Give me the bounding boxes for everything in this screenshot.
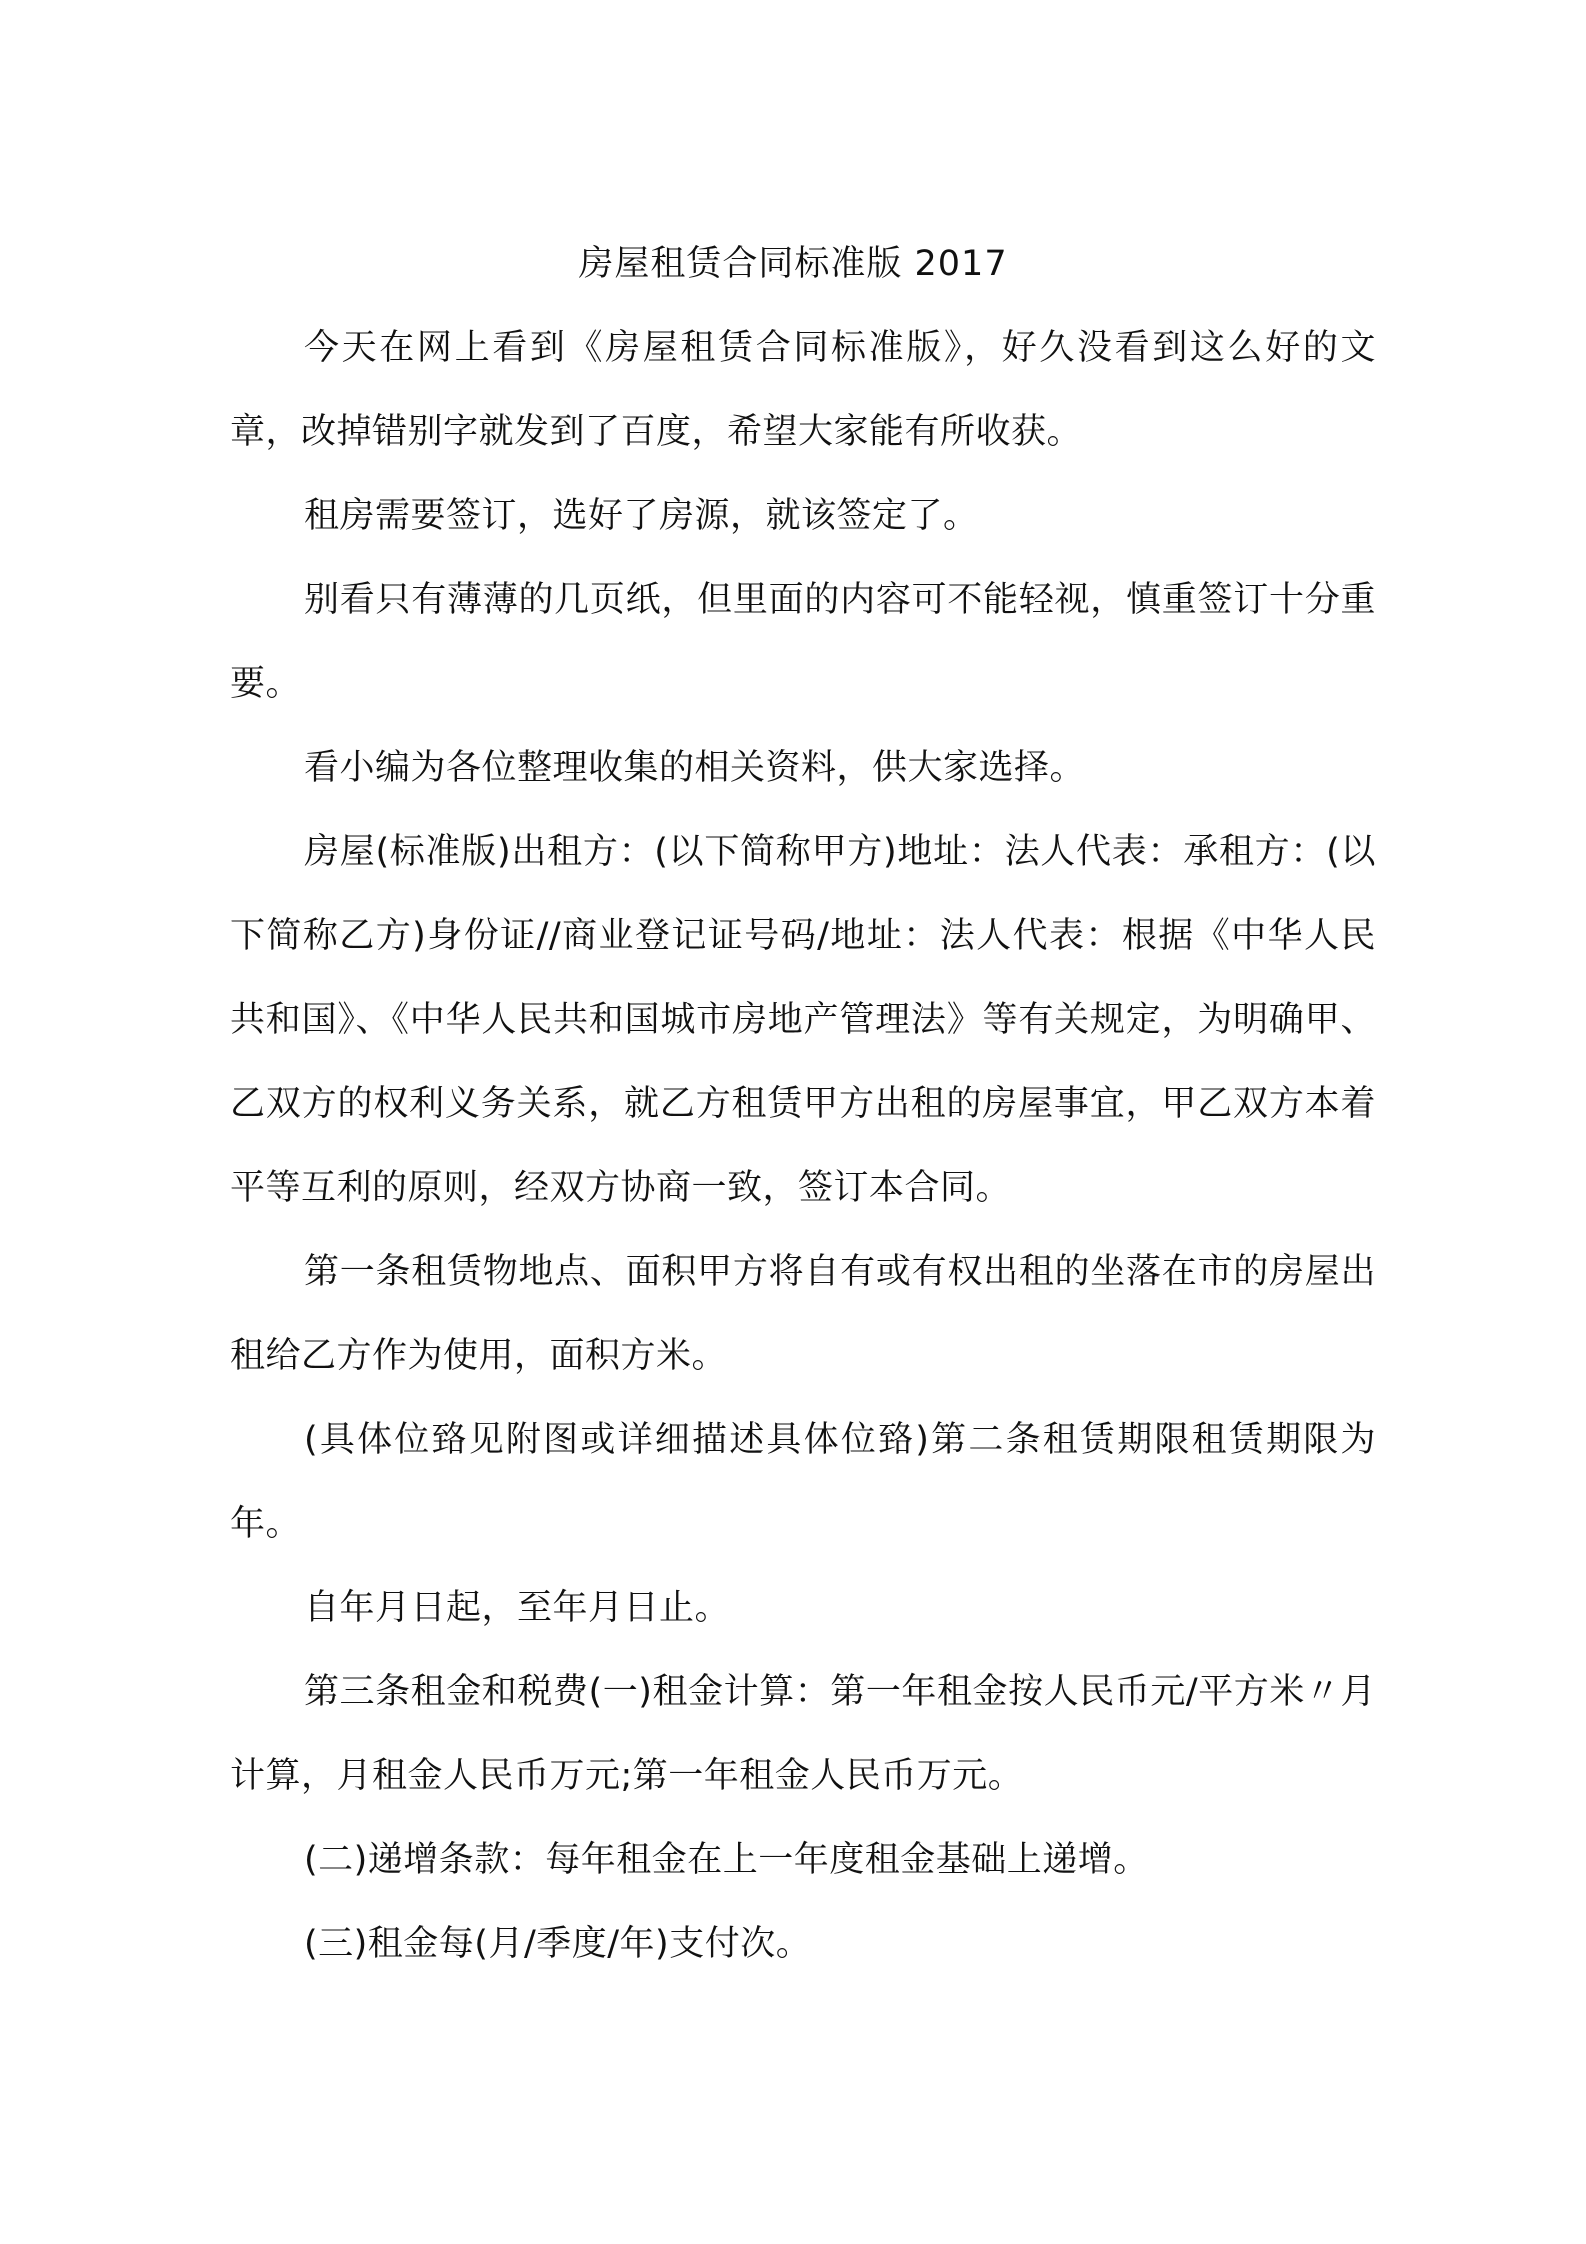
document-title: 房屋租赁合同标准版 2017 [578,244,1008,284]
paragraph: 租房需要签订，选好了房源，就该签定了。 [304,496,979,536]
paragraph: 看小编为各位整理收集的相关资料，供大家选择。 [304,748,1086,788]
paragraph: 第一条租赁物地点、面积甲方将自有或有权出租的坐落在市的房屋出租给乙方作为使用，面积方米。 [230,1252,1376,1376]
paragraph: 第三条租金和税费(一)租金计算：第一年租金按人民币元/平方米〃月计算，月租金人民币万元;第一年租金人民币万元。 [230,1672,1376,1796]
document-body [230,306,1376,1986]
paragraph: (三)租金每(月/季度/年)支付次。 [304,1924,812,1964]
paragraph: 今天在网上看到《房屋租赁合同标准版》，好久没看到这么好的文章，改掉错别字就发到了百度，希望大家能有所收获。 [230,328,1376,452]
paragraph: (二)递增条款：每年租金在上一年度租金基础上递增。 [304,1840,1149,1880]
paragraph: 自年月日起，至年月日止。 [304,1588,731,1628]
paragraph: 别看只有薄薄的几页纸，但里面的内容可不能轻视，慎重签订十分重要。 [230,580,1376,704]
paragraph: 房屋(标准版)出租方：(以下简称甲方)地址：法人代表：承租方：(以下简称乙方)身份证//商业登记证号码/地址：法人代表：根据《中华人民共和国》、《中华人民共和国城市房地产管理法》等有关规定，为明确甲、乙双方的权利义务关系，就乙方租赁甲方出租的房屋事宜，甲乙双方本着平等互利的原则，经双方协商一致，签订本合同。 [230,832,1376,1208]
paragraph: (具体位臵见附图或详细描述具体位臵)第二条租赁期限租赁期限为年。 [230,1420,1376,1544]
